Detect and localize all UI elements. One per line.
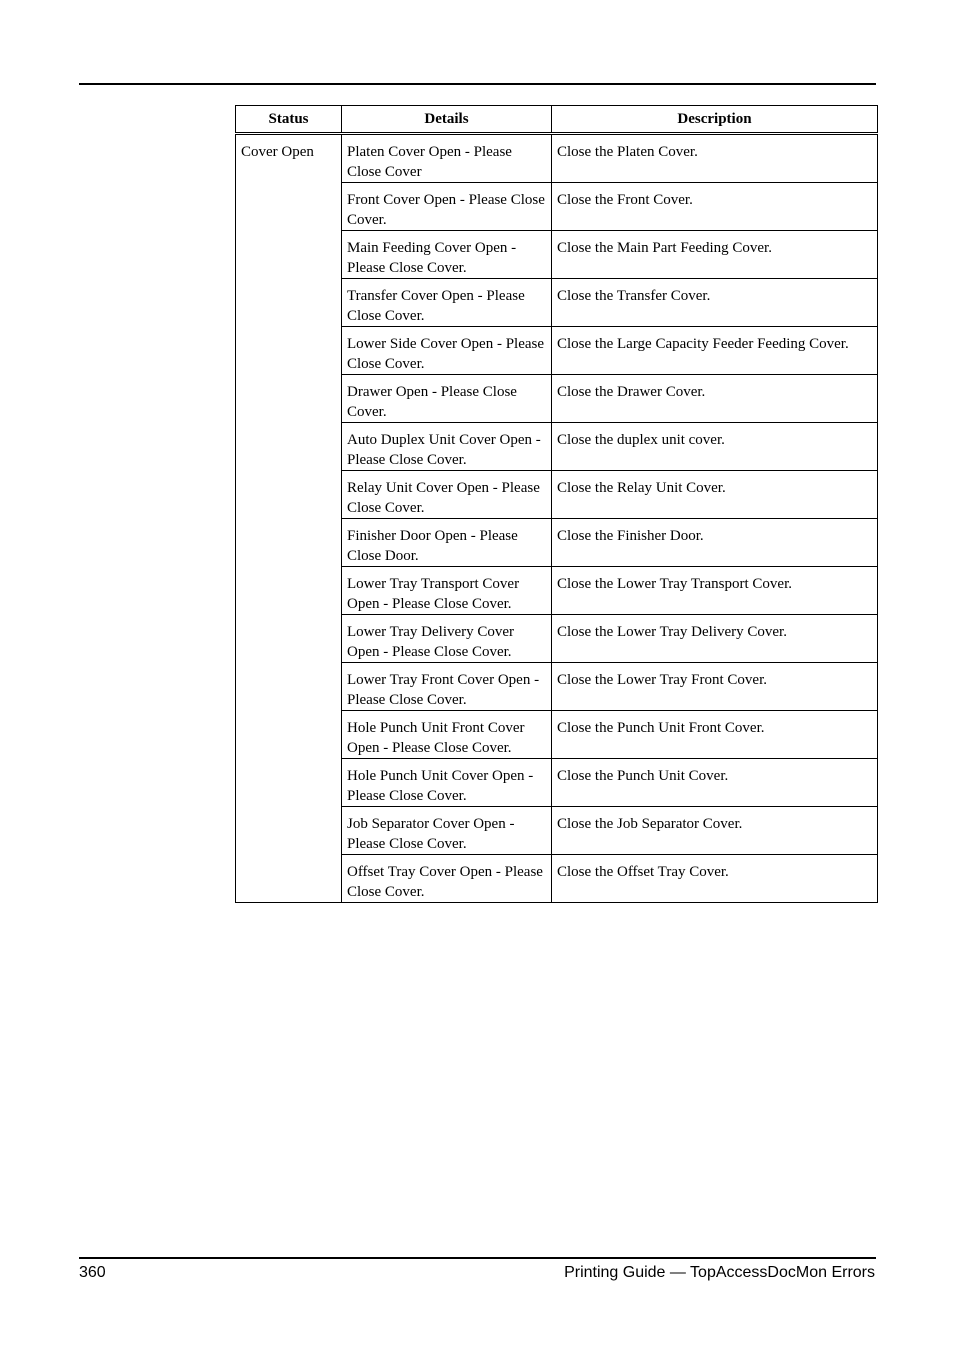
description-cell: Close the duplex unit cover. [552, 423, 878, 471]
footer-title: Printing Guide — TopAccessDocMon Errors [564, 1264, 875, 1281]
page-number: 360 [79, 1264, 106, 1281]
details-cell: Offset Tray Cover Open - Please Close Cover. [342, 855, 552, 903]
details-cell: Lower Side Cover Open - Please Close Cover. [342, 327, 552, 375]
description-cell: Close the Punch Unit Front Cover. [552, 711, 878, 759]
description-cell: Close the Job Separator Cover. [552, 807, 878, 855]
details-cell: Auto Duplex Unit Cover Open - Please Close Cover. [342, 423, 552, 471]
details-cell: Main Feeding Cover Open - Please Close Cover. [342, 231, 552, 279]
details-column-header: Details [342, 106, 552, 134]
details-cell: Lower Tray Transport Cover Open - Please Close Cover. [342, 567, 552, 615]
details-cell: Drawer Open - Please Close Cover. [342, 375, 552, 423]
details-cell: Relay Unit Cover Open - Please Close Cover. [342, 471, 552, 519]
description-cell: Close the Finisher Door. [552, 519, 878, 567]
header-rule [79, 83, 876, 85]
status-column-header: Status [236, 106, 342, 134]
details-cell: Lower Tray Front Cover Open - Please Close Cover. [342, 663, 552, 711]
table-header-row [236, 106, 878, 134]
description-cell: Close the Drawer Cover. [552, 375, 878, 423]
error-table [235, 105, 878, 903]
details-cell: Front Cover Open - Please Close Cover. [342, 183, 552, 231]
details-cell: Job Separator Cover Open - Please Close Cover. [342, 807, 552, 855]
details-cell: Platen Cover Open - Please Close Cover [342, 134, 552, 183]
description-cell: Close the Relay Unit Cover. [552, 471, 878, 519]
description-cell: Close the Punch Unit Cover. [552, 759, 878, 807]
description-cell: Close the Platen Cover. [552, 134, 878, 183]
description-cell: Close the Front Cover. [552, 183, 878, 231]
description-cell: Close the Offset Tray Cover. [552, 855, 878, 903]
details-cell: Lower Tray Delivery Cover Open - Please Close Cover. [342, 615, 552, 663]
details-cell: Transfer Cover Open - Please Close Cover. [342, 279, 552, 327]
status-cell: Cover Open [236, 134, 342, 903]
description-cell: Close the Lower Tray Delivery Cover. [552, 615, 878, 663]
details-cell: Hole Punch Unit Front Cover Open - Please Close Cover. [342, 711, 552, 759]
details-cell: Hole Punch Unit Cover Open - Please Close Cover. [342, 759, 552, 807]
description-cell: Close the Large Capacity Feeder Feeding Cover. [552, 327, 878, 375]
details-cell: Finisher Door Open - Please Close Door. [342, 519, 552, 567]
footer-rule [79, 1257, 876, 1259]
description-cell: Close the Lower Tray Transport Cover. [552, 567, 878, 615]
description-column-header: Description [552, 106, 878, 134]
table-row [236, 134, 878, 183]
description-cell: Close the Main Part Feeding Cover. [552, 231, 878, 279]
description-cell: Close the Lower Tray Front Cover. [552, 663, 878, 711]
description-cell: Close the Transfer Cover. [552, 279, 878, 327]
